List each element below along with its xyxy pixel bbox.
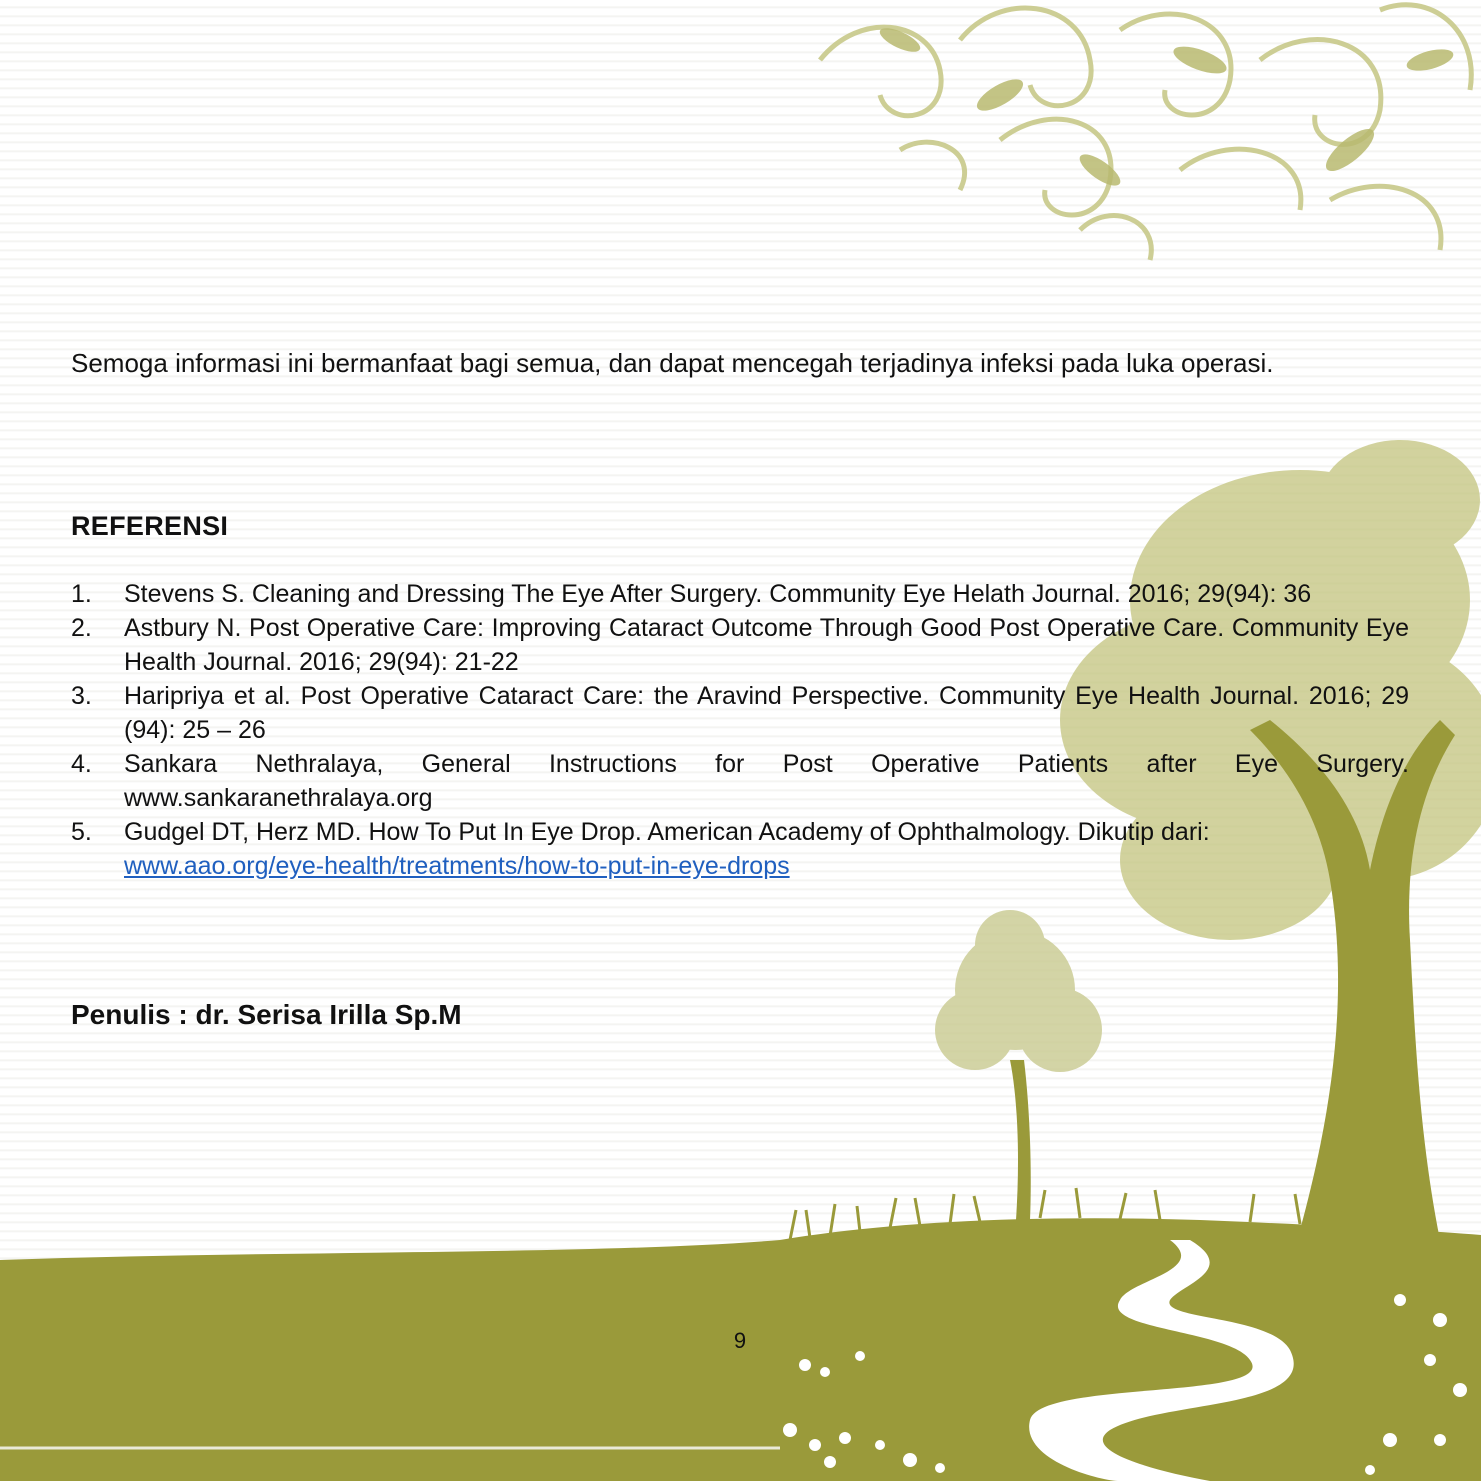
reference-number: 2. bbox=[71, 614, 92, 642]
reference-item bbox=[71, 815, 1409, 883]
reference-item bbox=[71, 611, 1409, 679]
reference-number: 1. bbox=[71, 580, 92, 608]
reference-text: Gudgel DT, Herz MD. How To Put In Eye Drop. American Academy of Ophthalmology. Dikutip dari: bbox=[124, 818, 1210, 846]
reference-text: Astbury N. Post Operative Care: Improving Cataract Outcome Through Good Post Operative Care. Community Eye Health Journal. 2016; 29(94): 21-22 bbox=[124, 614, 1409, 676]
author-line: Penulis : dr. Serisa Irilla Sp.M bbox=[71, 999, 462, 1030]
closing-paragraph: Semoga informasi ini bermanfaat bagi semua, dan dapat mencegah terjadinya infeksi pada luka operasi. bbox=[71, 348, 1274, 378]
reference-number: 4. bbox=[71, 750, 92, 778]
reference-text: Stevens S. Cleaning and Dressing The Eye After Surgery. Community Eye Helath Journal. 2016; 29(94): 36 bbox=[124, 580, 1312, 608]
references-list bbox=[71, 577, 1409, 883]
reference-item bbox=[71, 679, 1409, 747]
reference-item bbox=[71, 747, 1409, 815]
reference-item bbox=[71, 577, 1409, 611]
reference-text: Sankara Nethralaya, General Instructions for Post Operative Patients after Eye Surgery. www.sankaranethralaya.org bbox=[124, 750, 1409, 812]
reference-number: 3. bbox=[71, 682, 92, 710]
reference-text: Haripriya et al. Post Operative Cataract Care: the Aravind Perspective. Community Eye Health Journal. 2016; 29 (94): 25 – 26 bbox=[124, 682, 1409, 744]
reference-number: 5. bbox=[71, 818, 92, 846]
references-heading: REFERENSI bbox=[71, 511, 229, 541]
page-number: 9 bbox=[733, 1328, 747, 1353]
reference-link[interactable]: www.aao.org/eye-health/treatments/how-to-put-in-eye-drops bbox=[124, 852, 790, 880]
